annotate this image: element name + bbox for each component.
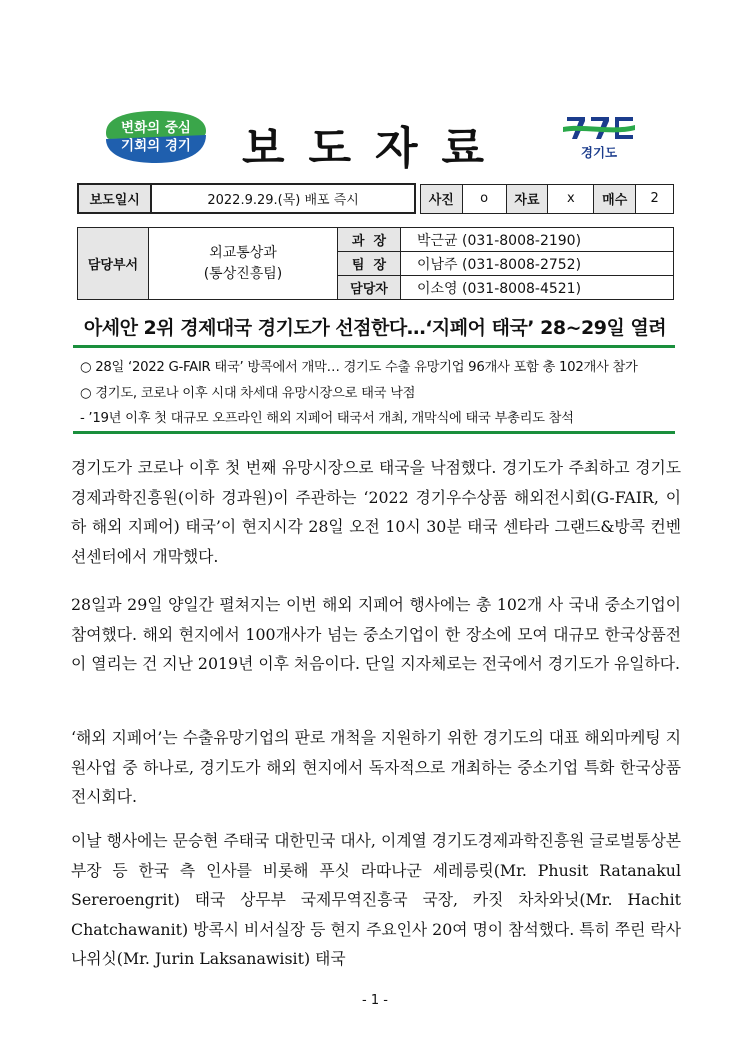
summary-divider (73, 431, 675, 434)
body-paragraph: 이날 행사에는 문승현 주태국 대한민국 대사, 이계열 경기도경제과학진흥원 글로벌통상본부장 등 한국 측 인사를 비롯해 푸싯 라따나군 세레릉릿(Mr. Phusit Ratanakul Sereroengrit) 태국 상무부 국제무역진흥국 국장, 카짓 차차와닛(Mr. Hachit Chatchawanit) 방콕시 비서실장 등 현지 주요인사 20여 명이 참석했다. 특히 쭈린 락사나위싯(Mr. Jurin Laksanawisit) 태국 (71, 831, 681, 968)
release-date-label: 보도일시 (78, 184, 151, 213)
department-name-line-2: (통상진흥팀) (203, 265, 283, 282)
photo-value: o (462, 184, 506, 213)
release-date-value: 2022.9.29.(목) 배포 즉시 (151, 184, 414, 213)
contact-info: 이소영 (031-8008-4521) (401, 276, 674, 300)
summary-sub-bullet: - ’19년 이후 첫 대규모 오프라인 해외 지페어 태국서 개최, 개막식에 태국 부총리도 참석 (80, 411, 574, 426)
department-table (77, 227, 674, 300)
headline: 아세안 2위 경제대국 경기도가 선점한다…‘지페어 태국’ 28~29일 열려 (83, 317, 667, 339)
contact-info: 이남주 (031-8008-2752) (401, 252, 674, 276)
slogan-badge-shape (100, 107, 212, 167)
material-value: x (548, 184, 594, 213)
pages-label: 매수 (594, 184, 636, 213)
page-number: - 1 - (362, 993, 388, 1008)
department-name-line-1: 외교통상과 (209, 244, 277, 261)
slogan-line-1: 변화의 중심 (121, 120, 191, 136)
logo-label: 경기도 (580, 145, 618, 160)
contact-role: 담당자 (338, 276, 401, 300)
body-paragraph: 경기도가 코로나 이후 첫 번째 유망시장으로 태국을 낙점했다. 경기도가 주최하고 경기도경제과학진흥원(이하 경과원)이 주관하는 ‘2022 경기우수상품 해외전시회(G-FAIR, 이하 해외 지페어) 태국’이 현지시각 28일 오전 10시 30분 태국 센타라 그랜드&방콕 컨벤션센터에서 개막했다. (71, 458, 681, 566)
material-label: 자료 (506, 184, 548, 213)
department-label: 담당부서 (78, 228, 149, 300)
photo-label: 사진 (420, 184, 462, 213)
slogan-badge (100, 107, 212, 167)
document-title: 보도자료 (241, 123, 508, 174)
contact-info: 박근균 (031-8008-2190) (401, 228, 674, 252)
department-name (149, 228, 338, 300)
summary-bullet: ○ 경기도, 코로나 이후 시대 차세대 유망시장으로 태국 낙점 (80, 386, 416, 401)
headline-divider (73, 345, 675, 348)
body-paragraph: 28일과 29일 양일간 펼쳐지는 이번 해외 지페어 행사에는 총 102개 사 국내 중소기업이 참여했다. 해외 현지에서 100개사가 넘는 중소기업이 한 장소에 모여 대규모 한국상품전이 열리는 건 지난 2019년 이후 처음이다. 단일 지자체로는 전국에서 경기도가 유일하다. (71, 595, 681, 673)
slogan-line-2: 기회의 경기 (121, 138, 191, 154)
body-paragraph: ‘해외 지페어’는 수출유망기업의 판로 개척을 지원하기 위한 경기도의 대표 해외마케팅 지원사업 중 하나로, 경기도가 해외 현지에서 독자적으로 개최하는 중소기업 특화 한국상품전시회다. (71, 728, 681, 806)
contact-role: 과 장 (338, 228, 401, 252)
summary-bullet: ○ 28일 ‘2022 G-FAIR 태국’ 방콕에서 개막… 경기도 수출 유망기업 96개사 포함 총 102개사 참가 (80, 360, 638, 375)
pages-value: 2 (636, 184, 674, 213)
release-info-table (77, 183, 674, 214)
contact-role: 팀 장 (338, 252, 401, 276)
